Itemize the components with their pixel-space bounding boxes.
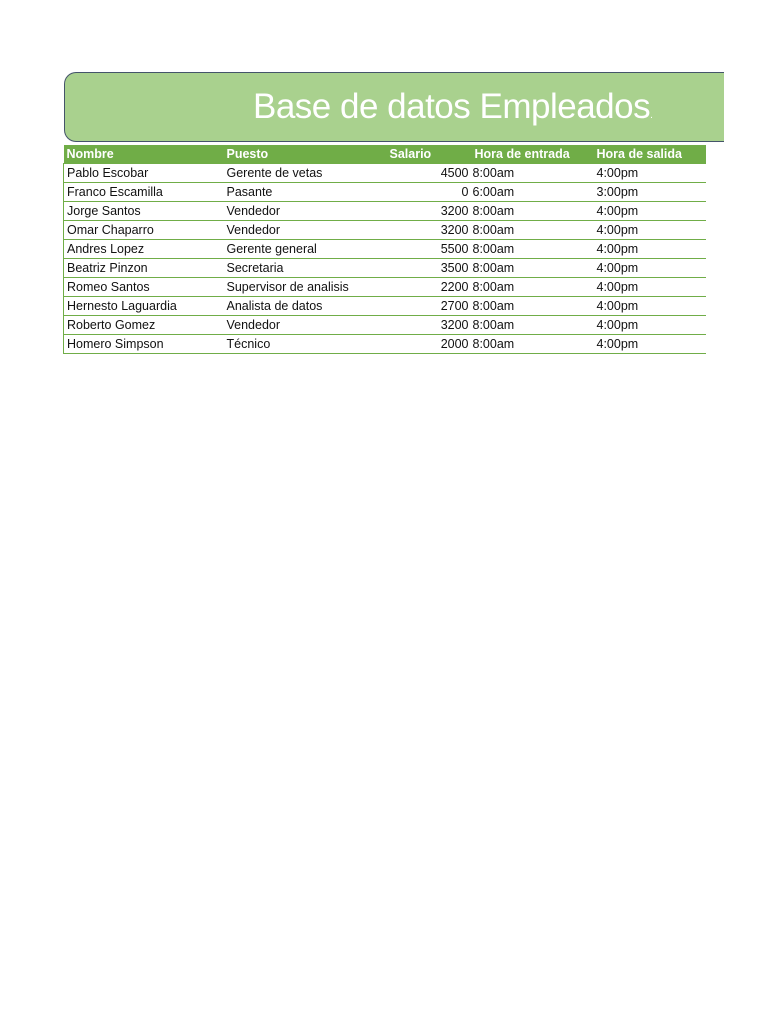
cell-nombre[interactable]: Pablo Escobar (64, 164, 224, 183)
table-row (64, 259, 706, 278)
cell-hora-salida[interactable]: 4:00pm (594, 335, 706, 354)
cell-hora-salida[interactable]: 4:00pm (594, 316, 706, 335)
title-banner (64, 72, 724, 142)
cell-hora-entrada[interactable]: 8:00am (472, 278, 594, 297)
table-row (64, 335, 706, 354)
cell-nombre[interactable]: Beatriz Pinzon (64, 259, 224, 278)
column-header-hora-salida[interactable]: Hora de salida (594, 145, 706, 164)
cell-hora-entrada[interactable]: 8:00am (472, 259, 594, 278)
column-header-nombre[interactable]: Nombre (64, 145, 224, 164)
table-header (64, 145, 706, 164)
table-row (64, 316, 706, 335)
table-body (64, 164, 706, 354)
cell-nombre[interactable]: Omar Chaparro (64, 221, 224, 240)
cell-nombre[interactable]: Romeo Santos (64, 278, 224, 297)
cell-hora-entrada[interactable]: 8:00am (472, 316, 594, 335)
cell-hora-salida[interactable]: 4:00pm (594, 221, 706, 240)
cell-salario[interactable]: 2200 (390, 278, 472, 297)
cell-hora-salida[interactable]: 4:00pm (594, 259, 706, 278)
cell-hora-salida[interactable]: 4:00pm (594, 202, 706, 221)
cell-nombre[interactable]: Andres Lopez (64, 240, 224, 259)
cell-hora-entrada[interactable]: 8:00am (472, 297, 594, 316)
cell-nombre[interactable]: Jorge Santos (64, 202, 224, 221)
page-title (253, 87, 652, 136)
cell-nombre[interactable]: Homero Simpson (64, 335, 224, 354)
column-header-hora-entrada[interactable]: Hora de entrada (472, 145, 594, 164)
cell-salario[interactable]: 3500 (390, 259, 472, 278)
cell-salario[interactable]: 4500 (390, 164, 472, 183)
table-row (64, 202, 706, 221)
cell-salario[interactable]: 0 (390, 183, 472, 202)
cell-hora-salida[interactable]: 4:00pm (594, 278, 706, 297)
column-header-puesto[interactable]: Puesto (224, 145, 390, 164)
table-row (64, 278, 706, 297)
cell-hora-entrada[interactable]: 8:00am (472, 221, 594, 240)
page-title-text: Base de datos Empleados (253, 87, 651, 126)
table-header-row (64, 145, 706, 164)
cell-hora-salida[interactable]: 4:00pm (594, 164, 706, 183)
cell-puesto[interactable]: Gerente general (224, 240, 390, 259)
cell-salario[interactable]: 2000 (390, 335, 472, 354)
cell-hora-salida[interactable]: 3:00pm (594, 183, 706, 202)
cell-puesto[interactable]: Técnico (224, 335, 390, 354)
cell-puesto[interactable]: Supervisor de analisis (224, 278, 390, 297)
cell-hora-entrada[interactable]: 8:00am (472, 335, 594, 354)
cell-puesto[interactable]: Vendedor (224, 221, 390, 240)
cell-hora-entrada[interactable]: 8:00am (472, 202, 594, 221)
cell-nombre[interactable]: Roberto Gomez (64, 316, 224, 335)
table-row (64, 297, 706, 316)
table-row (64, 164, 706, 183)
cell-hora-salida[interactable]: 4:00pm (594, 297, 706, 316)
column-header-salario[interactable]: Salario (390, 145, 472, 164)
cell-puesto[interactable]: Vendedor (224, 316, 390, 335)
cell-salario[interactable]: 5500 (390, 240, 472, 259)
cell-hora-entrada[interactable]: 8:00am (472, 240, 594, 259)
page-title-suffix: . (650, 110, 653, 121)
cell-hora-entrada[interactable]: 6:00am (472, 183, 594, 202)
table-row (64, 183, 706, 202)
cell-nombre[interactable]: Franco Escamilla (64, 183, 224, 202)
cell-puesto[interactable]: Gerente de vetas (224, 164, 390, 183)
cell-salario[interactable]: 3200 (390, 221, 472, 240)
table-row (64, 221, 706, 240)
employees-table (63, 145, 706, 354)
cell-puesto[interactable]: Secretaria (224, 259, 390, 278)
cell-salario[interactable]: 3200 (390, 202, 472, 221)
employees-table-wrapper (63, 145, 705, 354)
cell-nombre[interactable]: Hernesto Laguardia (64, 297, 224, 316)
cell-salario[interactable]: 2700 (390, 297, 472, 316)
cell-puesto[interactable]: Vendedor (224, 202, 390, 221)
cell-puesto[interactable]: Pasante (224, 183, 390, 202)
cell-hora-salida[interactable]: 4:00pm (594, 240, 706, 259)
table-row (64, 240, 706, 259)
cell-puesto[interactable]: Analista de datos (224, 297, 390, 316)
cell-salario[interactable]: 3200 (390, 316, 472, 335)
cell-hora-entrada[interactable]: 8:00am (472, 164, 594, 183)
